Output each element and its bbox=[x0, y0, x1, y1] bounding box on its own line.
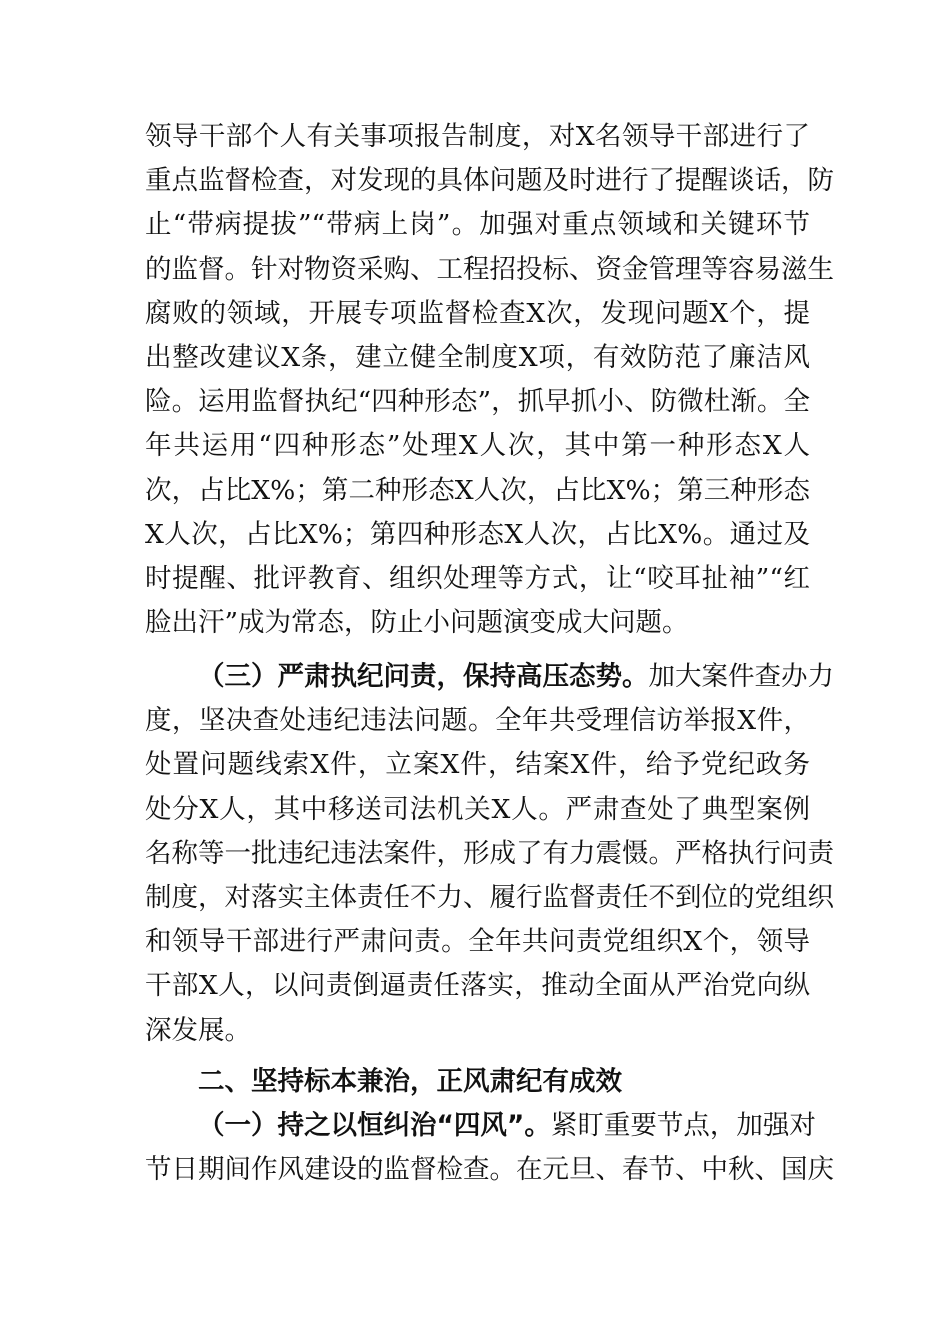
text-line: 的监督。针对物资采购、工程招投标、资金管理等容易滋生 bbox=[145, 253, 834, 285]
paragraph-discipline-accountability bbox=[145, 655, 834, 1053]
text-line bbox=[145, 1104, 816, 1148]
subsection-heading: （一）持之以恒纠治“四风”。 bbox=[198, 1110, 551, 1141]
text-line: 出整改建议X条，建立健全制度X项，有效防范了廉洁风 bbox=[145, 341, 810, 373]
text-line: 险。运用监督执纪“四种形态”，抓早抓小、防微杜渐。全 bbox=[145, 386, 810, 418]
text-line: 时提醒、批评教育、组织处理等方式，让“咬耳扯袖”“红 bbox=[145, 562, 810, 594]
text-line: 年共运用“四种形态”处理X人次，其中第一种形态X人 bbox=[145, 430, 810, 462]
text-fragment: 紧盯重要节点，加强对 bbox=[550, 1110, 816, 1141]
text-line: 名称等一批违纪违法案件，形成了有力震慑。严格执行问责 bbox=[145, 837, 834, 869]
text-line: 处分X人，其中移送司法机关X人。严肃查处了典型案例 bbox=[145, 793, 810, 825]
paragraph-supervision bbox=[145, 115, 834, 645]
section-heading-block bbox=[145, 1060, 810, 1104]
text-line bbox=[145, 655, 834, 699]
text-line: 和领导干部进行严肃问责。全年共问责党组织X个，领导 bbox=[145, 926, 810, 958]
text-line: 重点监督检查，对发现的具体问题及时进行了提醒谈话，防 bbox=[145, 165, 834, 197]
subsection-heading: （三）严肃执纪问责，保持高压态势。 bbox=[198, 661, 649, 692]
text-line: 脸出汗”成为常态，防止小问题演变成大问题。 bbox=[145, 607, 689, 639]
text-line: 干部X人，以问责倒逼责任落实，推动全面从严治党向纵 bbox=[145, 970, 810, 1002]
paragraph-four-winds bbox=[145, 1104, 834, 1192]
text-line: 制度，对落实主体责任不力、履行监督责任不到位的党组织 bbox=[145, 881, 834, 913]
text-line: 止“带病提拔”“带病上岗”。加强对重点领域和关键环节 bbox=[145, 209, 810, 241]
text-line: 处置问题线索X件，立案X件，结案X件，给予党纪政务 bbox=[145, 749, 810, 781]
text-line: 节日期间作风建设的监督检查。在元旦、春节、中秋、国庆 bbox=[145, 1154, 834, 1186]
text-line: 次，占比X%；第二种形态X人次，占比X%；第三种形态 bbox=[145, 474, 810, 506]
text-line: X人次，占比X%；第四种形态X人次，占比X%。通过及 bbox=[145, 518, 810, 550]
text-line: 度，坚决查处违纪违法问题。全年共受理信访举报X件， bbox=[145, 705, 810, 737]
text-fragment: 加大案件查办力 bbox=[648, 661, 834, 692]
text-line: 腐败的领域，开展专项监督检查X次，发现问题X个，提 bbox=[145, 297, 810, 329]
section-heading: 二、坚持标本兼治，正风肃纪有成效 bbox=[198, 1066, 622, 1097]
text-line: 深发展。 bbox=[145, 1014, 251, 1046]
text-line: 领导干部个人有关事项报告制度，对X名领导干部进行了 bbox=[145, 121, 810, 152]
